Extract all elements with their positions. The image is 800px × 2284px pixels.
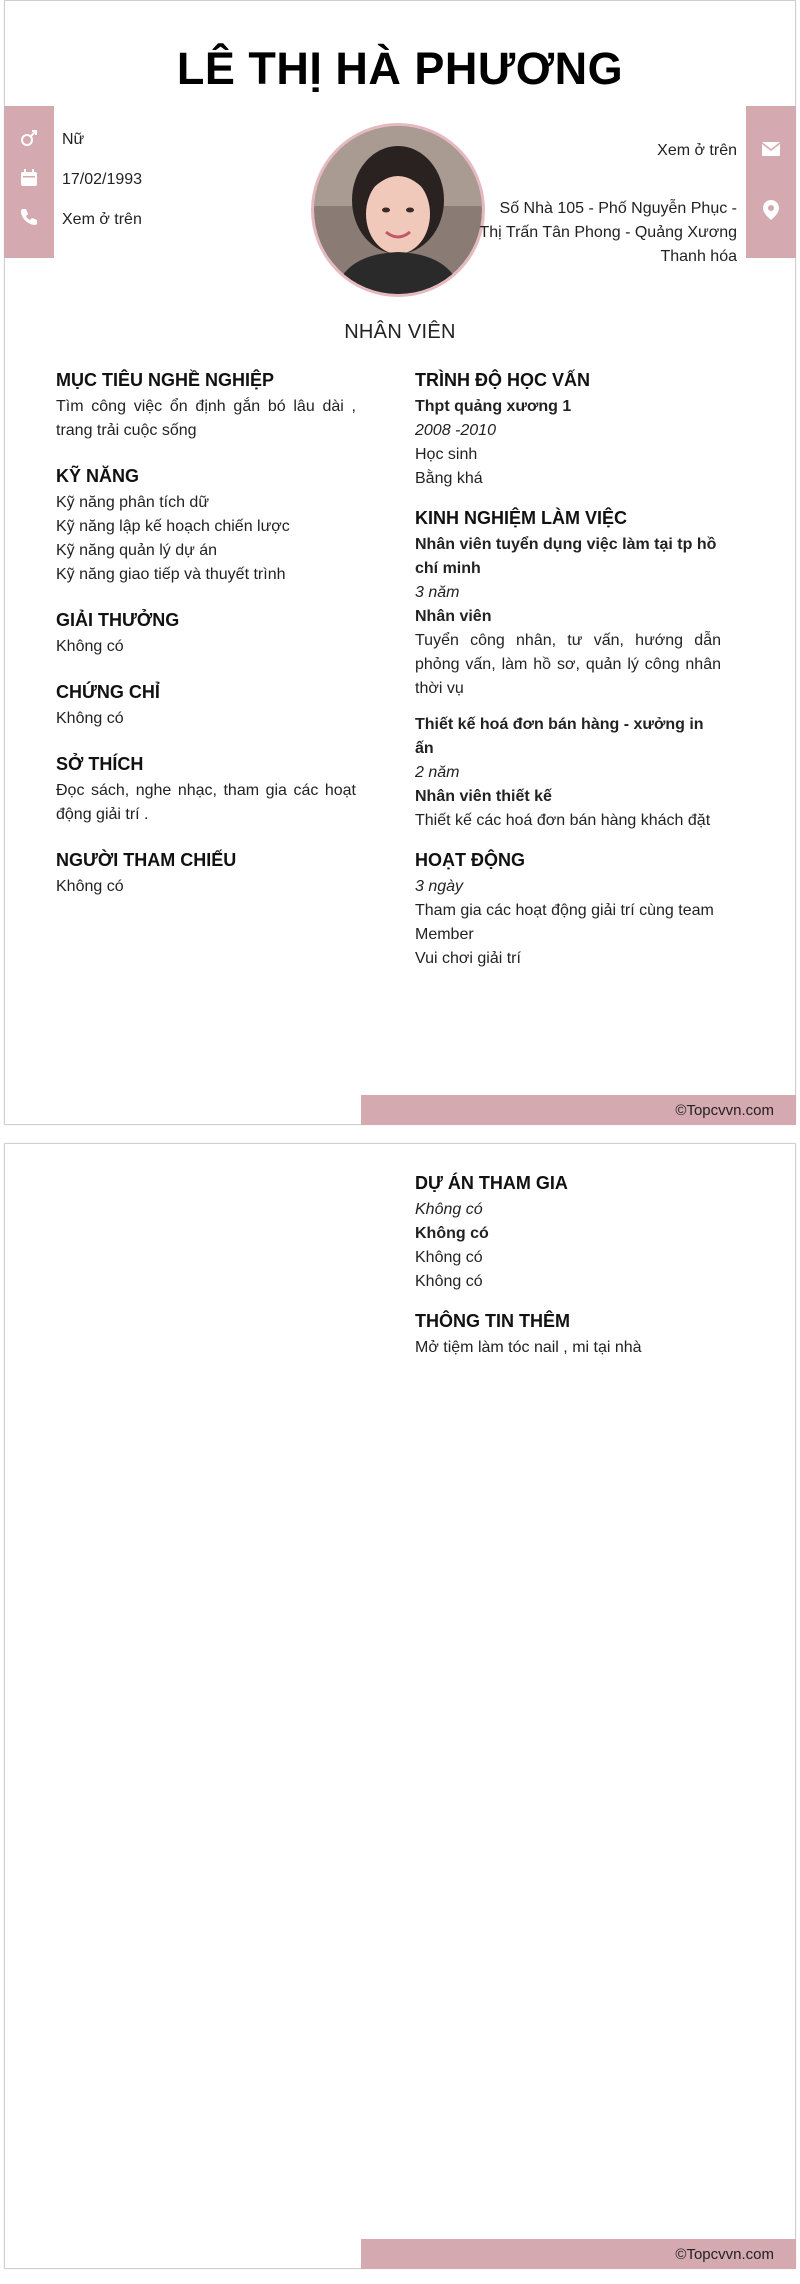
- education-section: [415, 367, 721, 491]
- contact-strip-left: [4, 106, 54, 258]
- project-description: Không có: [415, 1273, 483, 1290]
- projects-section: [415, 1170, 721, 1294]
- company-name: Thiết kế hoá đơn bán hàng - xưởng in ấn: [415, 716, 704, 757]
- candidate-name: LÊ THỊ HÀ PHƯƠNG: [176, 43, 624, 94]
- envelope-icon: [760, 138, 782, 160]
- activity-line: Vui chơi giải trí: [415, 950, 521, 967]
- project-role: Không có: [415, 1249, 483, 1266]
- references-text: Không có: [56, 878, 124, 895]
- section-title: HOẠT ĐỘNG: [415, 850, 525, 870]
- section-title: DỰ ÁN THAM GIA: [415, 1173, 568, 1193]
- job-title: NHÂN VIÊN: [344, 321, 456, 343]
- project-period: Không có: [415, 1201, 483, 1218]
- email-value: Xem ở trên: [657, 142, 737, 159]
- awards-text: Không có: [56, 638, 124, 655]
- activities-section: [415, 847, 721, 971]
- footer-watermark: ©Topcvvn.com: [361, 2239, 796, 2269]
- section-title: KINH NGHIỆM LÀM VIỆC: [415, 508, 628, 528]
- experience-item: [415, 713, 721, 833]
- address-value: [480, 197, 738, 269]
- activity-period: 3 ngày: [415, 878, 464, 895]
- hobbies-text: Đọc sách, nghe nhạc, tham gia các hoạt động giải trí .: [56, 782, 356, 823]
- experience-section: [415, 505, 721, 833]
- activity-line: Tham gia các hoạt động giải trí cùng team: [415, 902, 714, 919]
- section-title: TRÌNH ĐỘ HỌC VẤN: [415, 370, 590, 390]
- section-title: SỞ THÍCH: [56, 754, 144, 774]
- skill-item: Kỹ năng quản lý dự án: [56, 542, 218, 559]
- calendar-icon: [18, 167, 40, 189]
- phone-value: Xem ở trên: [62, 211, 142, 228]
- education-period: 2008 -2010: [415, 422, 496, 439]
- certificates-section: [56, 679, 356, 731]
- cv-page-2: [4, 1143, 796, 2269]
- cv-page-1: [4, 0, 796, 1125]
- objective-text: Tìm công việc ổn định gắn bó lâu dài , trang trải cuộc sống: [56, 398, 356, 439]
- job-position: Nhân viên thiết kế: [415, 788, 552, 805]
- section-title: KỸ NĂNG: [56, 466, 140, 486]
- activity-line: Member: [415, 926, 474, 943]
- school-name: Thpt quảng xương 1: [415, 398, 572, 415]
- company-name: Nhân viên tuyển dụng việc làm tại tp hồ chí minh: [415, 536, 717, 577]
- job-description: Thiết kế các hoá đơn bán hàng khách đặt: [415, 812, 711, 829]
- job-period: 3 năm: [415, 584, 460, 601]
- job-period: 2 năm: [415, 764, 460, 781]
- certificates-text: Không có: [56, 710, 124, 727]
- section-title: GIẢI THƯỞNG: [56, 610, 180, 630]
- avatar: [311, 123, 485, 297]
- address-line: Số Nhà 105 - Phố Nguyễn Phục -: [499, 200, 737, 217]
- references-section: [56, 847, 356, 899]
- section-title: THÔNG TIN THÊM: [415, 1311, 570, 1331]
- skill-item: Kỹ năng giao tiếp và thuyết trình: [56, 566, 286, 583]
- hobbies-section: [56, 751, 356, 827]
- job-description: Tuyển công nhân, tư vấn, hướng dẫn phỏng vấn, làm hồ sơ, quản lý công nhân thời vụ: [415, 632, 721, 697]
- gender-value: Nữ: [62, 131, 85, 148]
- skills-section: [56, 463, 356, 587]
- gender-icon: [18, 128, 40, 150]
- job-position: Nhân viên: [415, 608, 492, 625]
- education-major: Học sinh: [415, 446, 478, 463]
- extra-info-text: Mở tiệm làm tóc nail , mi tại nhà: [415, 1339, 642, 1356]
- project-name: Không có: [415, 1225, 489, 1242]
- left-column: [56, 367, 356, 899]
- right-column-page-2: [415, 1170, 721, 1360]
- phone-icon: [18, 206, 40, 228]
- address-line: Thị Trấn Tân Phong - Quảng Xương: [479, 224, 737, 241]
- awards-section: [56, 607, 356, 659]
- skill-item: Kỹ năng phân tích dữ: [56, 494, 210, 511]
- section-title: MỤC TIÊU NGHỀ NGHIỆP: [56, 370, 275, 390]
- right-column: [415, 367, 721, 971]
- section-title: NGƯỜI THAM CHIẾU: [56, 850, 237, 870]
- objective-section: [56, 367, 356, 443]
- skill-item: Kỹ năng lập kế hoạch chiến lược: [56, 518, 290, 535]
- contact-strip-right: [746, 106, 796, 258]
- footer-watermark: ©Topcvvn.com: [361, 1095, 796, 1125]
- education-grade: Bằng khá: [415, 470, 483, 487]
- section-title: CHỨNG CHỈ: [56, 682, 160, 702]
- extra-info-section: [415, 1308, 721, 1360]
- experience-item: [415, 533, 721, 701]
- address-line: Thanh hóa: [660, 248, 737, 265]
- dob-value: 17/02/1993: [62, 171, 143, 188]
- map-pin-icon: [760, 199, 782, 221]
